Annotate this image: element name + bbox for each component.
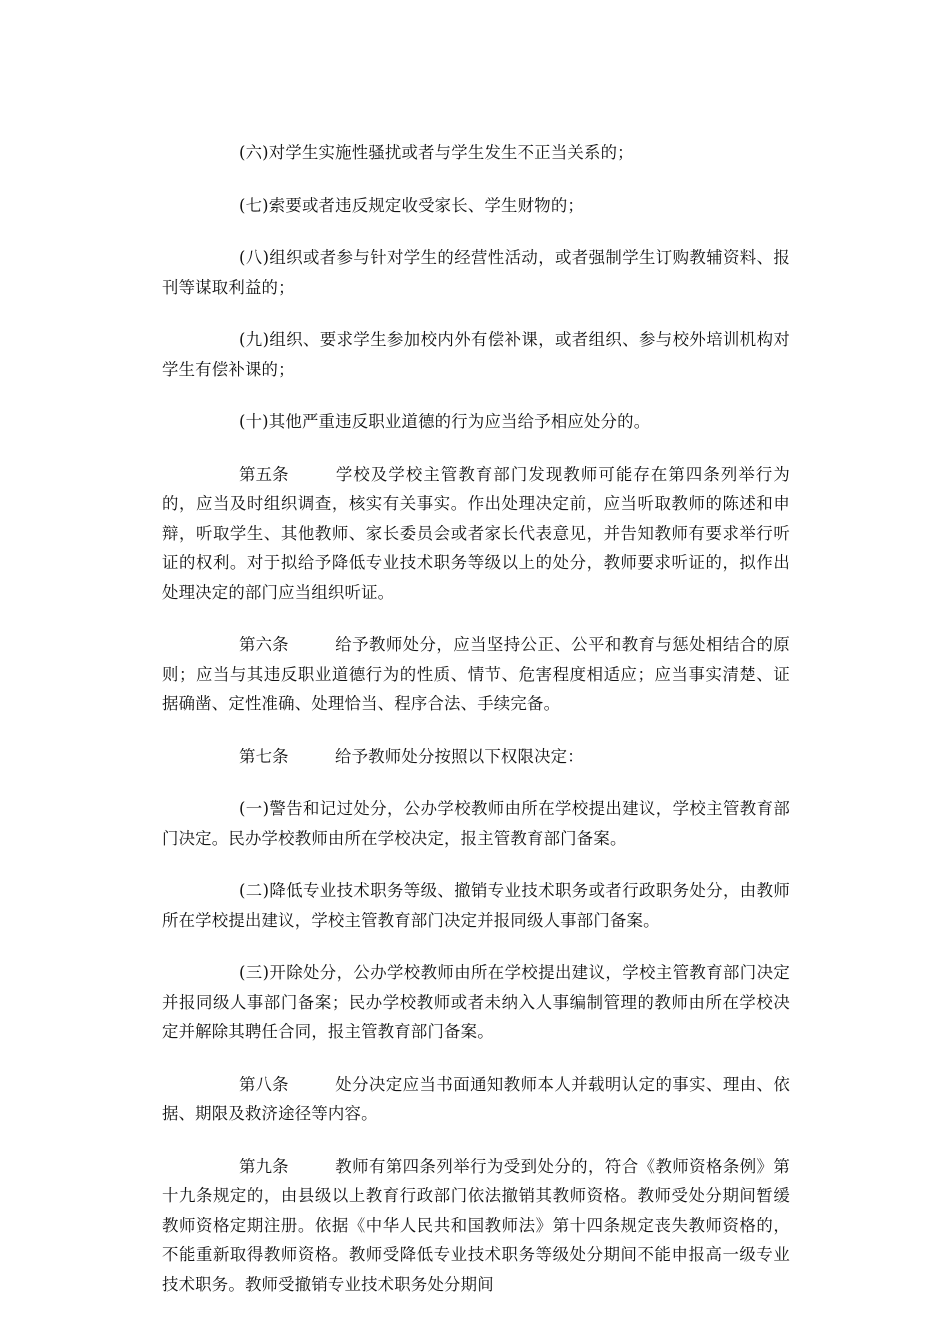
paragraph-text: (六)对学生实施性骚扰或者与学生发生不正当关系的； xyxy=(239,143,634,162)
paragraph-text: (九)组织、要求学生参加校内外有偿补课，或者组织、参与校外培训机构对学生有偿补课的； xyxy=(162,330,790,379)
paragraph-text: (七)索要或者违反规定收受家长、学生财物的； xyxy=(239,195,585,215)
article-text: 学校及学校主管教育部门发现教师可能存在第四条列举行为的，应当及时组织调查，核实有关事实。作出处理决定前，应当听取教师的陈述和申辩，听取学生、其他教师、家长委员会或者家长代表意见，并告知教师有要求举行听证的权利。对于拟给予降低专业技术职务等级以上的处分，教师要求听证的，拟作出处理决定的部门应当组织听证。 xyxy=(162,464,790,602)
article-heading: 第七条 xyxy=(239,746,289,766)
article-heading: 第六条 xyxy=(239,635,289,654)
article-heading: 第九条 xyxy=(239,1156,289,1176)
article-text: 处分决定应当书面通知教师本人并载明认定的事实、理由、依据、期限及救济途径等内容。 xyxy=(162,1074,790,1123)
paragraph-text: (二)降低专业技术职务等级、撤销专业技术职务或者行政职务处分，由教师所在学校提出建议，学校主管教育部门决定并报同级人事部门备案。 xyxy=(162,881,790,930)
article-heading: 第八条 xyxy=(239,1074,289,1094)
paragraph-text: (八)组织或者参与针对学生的经营性活动，或者强制学生订购教辅资料、报刊等谋取利益的； xyxy=(162,248,790,297)
article-text: 给予教师处分，应当坚持公正、公平和教育与惩处相结合的原则；应当与其违反职业道德行为的性质、情节、危害程度相适应；应当事实清楚、证据确凿、定性准确、处理恰当、程序合法、手续完备。 xyxy=(162,635,790,713)
paragraph-text: (一)警告和记过处分，公办学校教师由所在学校提出建议，学校主管教育部门决定。民办学校教师由所在学校决定，报主管教育部门备案。 xyxy=(162,799,790,848)
paragraph-sub-2 xyxy=(162,876,790,935)
paragraph-text: (三)开除处分，公办学校教师由所在学校提出建议，学校主管教育部门决定并报同级人事部门备案；民办学校教师或者未纳入人事编制管理的教师由所在学校决定并解除其聘任合同，报主管教育部门备案。 xyxy=(162,963,790,1041)
paragraph-item-8 xyxy=(162,243,790,302)
paragraph-item-9 xyxy=(162,325,790,384)
article-text: 教师有第四条列举行为受到处分的，符合《教师资格条例》第十九条规定的，由县级以上教育行政部门依法撤销其教师资格。教师受处分期间暂缓教师资格定期注册。依据《中华人民共和国教师法》第十四条规定丧失教师资格的，不能重新取得教师资格。教师受降低专业技术职务等级处分期间不能申报高一级专业技术职务。教师受撤销专业技术职务处分期间 xyxy=(162,1156,790,1294)
paragraph-text: (十)其他严重违反职业道德的行为应当给予相应处分的。 xyxy=(239,412,651,431)
document-body xyxy=(162,138,790,1322)
article-heading: 第五条 xyxy=(239,464,289,484)
paragraph-sub-3 xyxy=(162,958,790,1047)
article-6 xyxy=(162,630,790,719)
article-9 xyxy=(162,1152,790,1300)
paragraph-sub-1 xyxy=(162,794,790,853)
paragraph-item-10 xyxy=(162,407,790,437)
article-5 xyxy=(162,460,790,608)
article-7 xyxy=(162,742,790,772)
article-8 xyxy=(162,1070,790,1129)
paragraph-item-6 xyxy=(162,138,790,168)
paragraph-item-7 xyxy=(162,191,790,221)
article-text: 给予教师处分按照以下权限决定： xyxy=(335,746,584,766)
